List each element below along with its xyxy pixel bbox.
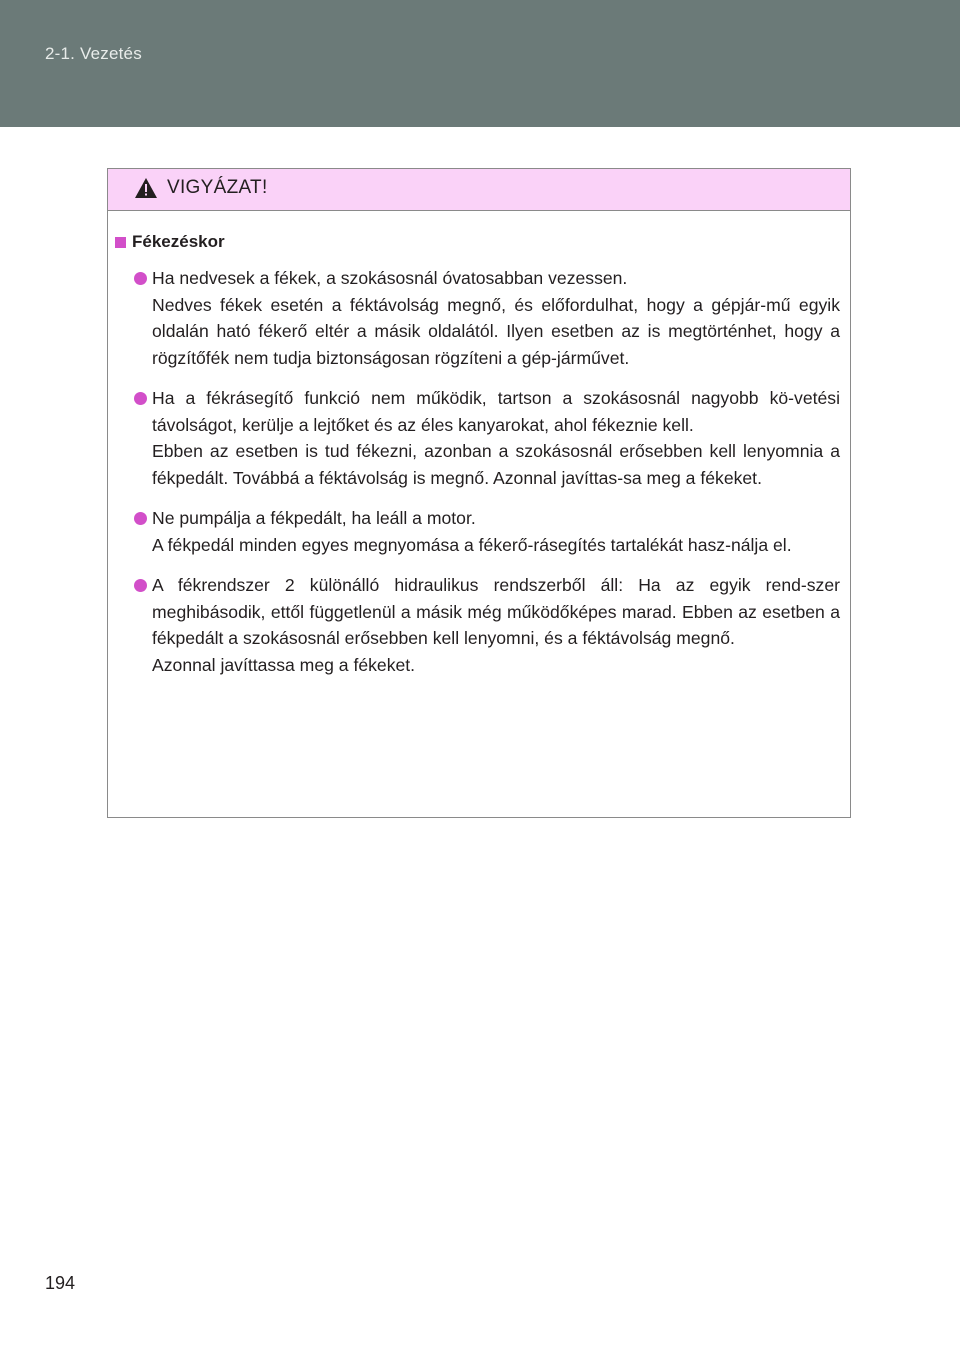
warning-box — [107, 168, 851, 818]
topic-heading — [115, 229, 840, 255]
warning-header — [108, 169, 850, 211]
item-detail: Ebben az esetben is tud fékezni, azonban a szokásosnál erősebben kell lenyomnia a fékpedált. Továbbá a féktávolság is megnő. Azonnal javíttas-sa meg a fékeket. — [152, 441, 840, 488]
warning-item — [115, 505, 840, 558]
item-lead: Ne pumpálja a fékpedált, ha leáll a motor. — [152, 508, 476, 528]
page-number: 194 — [45, 1273, 76, 1293]
warning-body — [108, 211, 850, 678]
round-bullet-icon — [134, 579, 147, 592]
round-bullet-icon — [134, 512, 147, 525]
section-label: 2-1. Vezetés — [45, 44, 142, 63]
round-bullet-icon — [134, 392, 147, 405]
item-detail: Nedves fékek esetén a féktávolság megnő, és előfordulhat, hogy a gépjár-mű egyik oldalán ható fékerő eltér a másik oldalától. Ilyen esetben az is megtörténhet, hogy a rögzítőfék nem tudja biztonságosan rögzíteni a gép-járművet. — [152, 294, 840, 368]
header-band — [0, 0, 960, 127]
warning-triangle-icon — [134, 177, 158, 199]
item-detail: A fékpedál minden egyes megnyomása a fékerő-rásegítés tartalékát hasz-nálja el. — [152, 534, 792, 555]
topic-label: Fékezéskor — [132, 232, 225, 251]
warning-title: VIGYÁZAT! — [167, 177, 268, 198]
item-lead: Ha nedvesek a fékek, a szokásosnál óvatosabban vezessen. — [152, 268, 628, 288]
square-bullet-icon — [115, 237, 126, 248]
warning-item — [115, 265, 840, 371]
item-lead: A fékrendszer 2 különálló hidraulikus rendszerből áll: Ha az egyik rend-szer meghibásodik, ettől függetlenül a másik még működőképes marad. Ebben az esetben a fékpedált a szokásosnál erősebben kell lenyomni, és a féktávolság megnő. — [152, 575, 840, 648]
item-lead: Ha a fékrásegítő funkció nem működik, tartson a szokásosnál nagyobb kö-vetési távolságot, kerülje a lejtőket és az éles kanyarokat, ahol fékeznie kell. — [152, 388, 840, 435]
warning-item — [115, 385, 840, 491]
item-detail: Azonnal javíttassa meg a fékeket. — [152, 654, 416, 675]
warning-item — [115, 572, 840, 678]
round-bullet-icon — [134, 272, 147, 285]
